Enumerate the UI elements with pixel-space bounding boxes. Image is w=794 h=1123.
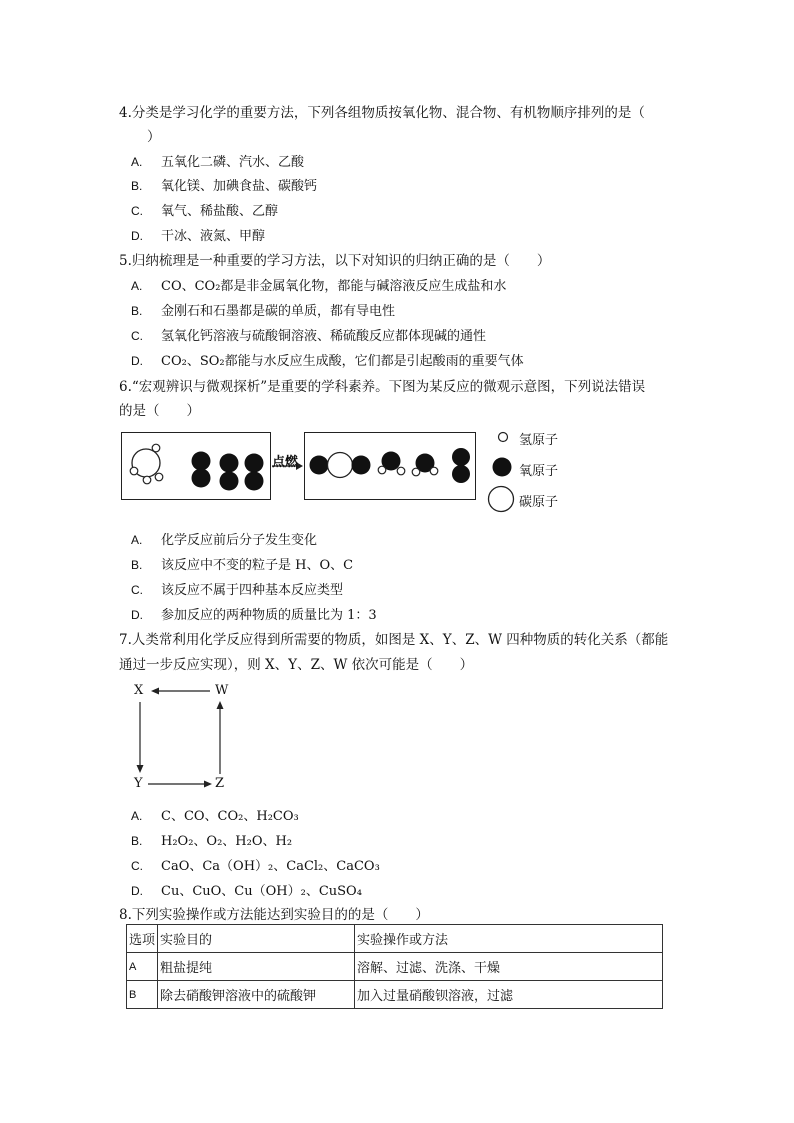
table-cell: 粗盐提纯 bbox=[158, 953, 355, 981]
option-text: CO₂、SO₂都能与水反应生成酸，它们都是引起酸雨的重要气体 bbox=[161, 354, 524, 369]
q4-stem-line1: 4.分类是学习化学的重要方法，下列各组物质按氧化物、混合物、有机物顺序排列的是（ bbox=[119, 105, 645, 121]
option-text: 氧气、稀盐酸、乙醇 bbox=[161, 204, 279, 219]
option-text: H₂O₂、O₂、H₂O、H₂ bbox=[161, 834, 293, 849]
option-text: C、CO、CO₂、H₂CO₃ bbox=[161, 809, 299, 824]
option-letter: A. bbox=[131, 533, 143, 547]
option-letter: C. bbox=[131, 329, 143, 343]
q6-stem-line2: 的是（ ） bbox=[119, 403, 200, 419]
option-letter: D. bbox=[131, 354, 143, 368]
q8-stem: 8.下列实验操作或方法能达到实验目的的是（ ） bbox=[119, 907, 429, 923]
q7-stem-line2: 通过一步反应实现），则 X、Y、Z、W 依次可能是（ ） bbox=[119, 657, 474, 673]
node-x: X bbox=[134, 683, 144, 698]
option-text: 五氧化二磷、汽水、乙酸 bbox=[161, 155, 305, 170]
option-text: Cu、CuO、Cu（OH）₂、CuSO₄ bbox=[161, 884, 362, 899]
arrow-label: 点燃 bbox=[272, 455, 299, 470]
option-letter: C. bbox=[131, 859, 143, 873]
option-letter: D. bbox=[131, 608, 143, 622]
option-letter: A. bbox=[131, 809, 143, 823]
option-letter: B. bbox=[131, 558, 143, 572]
table-row bbox=[127, 953, 663, 981]
option-letter: D. bbox=[131, 884, 143, 898]
q7-stem-line1: 7.人类常利用化学反应得到所需要的物质，如图是 X、Y、Z、W 四种物质的转化关系（都能 bbox=[119, 632, 669, 648]
option-letter: B. bbox=[131, 834, 143, 848]
table-header-row bbox=[127, 925, 663, 953]
table-cell: 加入过量硝酸钡溶液，过滤 bbox=[355, 981, 663, 1009]
legend-hydrogen: 氢原子 bbox=[519, 433, 559, 448]
option-text: 化学反应前后分子发生变化 bbox=[161, 533, 318, 548]
table-header-cell: 实验目的 bbox=[158, 925, 355, 953]
q7-option-b[interactable] bbox=[131, 830, 292, 849]
q6-stem-line1: 6.“宏观辨识与微观探析”是重要的学科素养。下图为某反应的微观示意图，下列说法错误 bbox=[119, 379, 646, 395]
q7-option-d[interactable] bbox=[131, 880, 362, 899]
table-row bbox=[127, 981, 663, 1009]
legend-carbon: 碳原子 bbox=[519, 495, 559, 510]
option-letter: B. bbox=[131, 179, 143, 193]
option-text: 参加反应的两种物质的质量比为 1：3 bbox=[161, 608, 377, 623]
option-text: CO、CO₂都是非金属氧化物，都能与碱溶液反应生成盐和水 bbox=[161, 279, 507, 294]
option-text: 干冰、液氮、甲醇 bbox=[161, 229, 266, 244]
q7-option-c[interactable] bbox=[131, 855, 380, 874]
option-text: CaO、Ca（OH）₂、CaCl₂、CaCO₃ bbox=[161, 859, 380, 874]
option-letter: B. bbox=[131, 304, 143, 318]
table-cell: 溶解、过滤、洗涤、干燥 bbox=[355, 953, 663, 981]
option-letter: A. bbox=[131, 279, 143, 293]
node-y: Y bbox=[134, 776, 143, 791]
table-cell: A bbox=[127, 953, 158, 981]
option-letter: C. bbox=[131, 204, 143, 218]
q7-option-a[interactable] bbox=[131, 805, 299, 824]
option-letter: D. bbox=[131, 229, 143, 243]
node-w: W bbox=[215, 683, 229, 698]
legend-oxygen: 氧原子 bbox=[519, 464, 559, 479]
table-header-cell: 选项 bbox=[127, 925, 158, 953]
option-text: 该反应中不变的粒子是 H、O、C bbox=[161, 558, 354, 573]
node-z: Z bbox=[215, 776, 225, 791]
table-header-cell: 实验操作或方法 bbox=[355, 925, 663, 953]
option-text: 金刚石和石墨都是碳的单质，都有导电性 bbox=[161, 304, 396, 319]
option-letter: A. bbox=[131, 155, 143, 169]
table-cell: 除去硝酸钾溶液中的硫酸钾 bbox=[158, 981, 355, 1009]
table-cell: B bbox=[127, 981, 158, 1009]
experiment-table bbox=[126, 924, 663, 1009]
option-text: 氢氧化钙溶液与硫酸铜溶液、稀硫酸反应都体现碱的通性 bbox=[161, 329, 487, 344]
q4-stem-line2: ） bbox=[147, 129, 161, 145]
option-text: 氧化镁、加碘食盐、碳酸钙 bbox=[161, 179, 318, 194]
option-letter: C. bbox=[131, 583, 143, 597]
option-text: 该反应不属于四种基本反应类型 bbox=[161, 583, 344, 598]
q5-stem: 5.归纳梳理是一种重要的学习方法，以下对知识的归纳正确的是（ ） bbox=[119, 253, 551, 269]
